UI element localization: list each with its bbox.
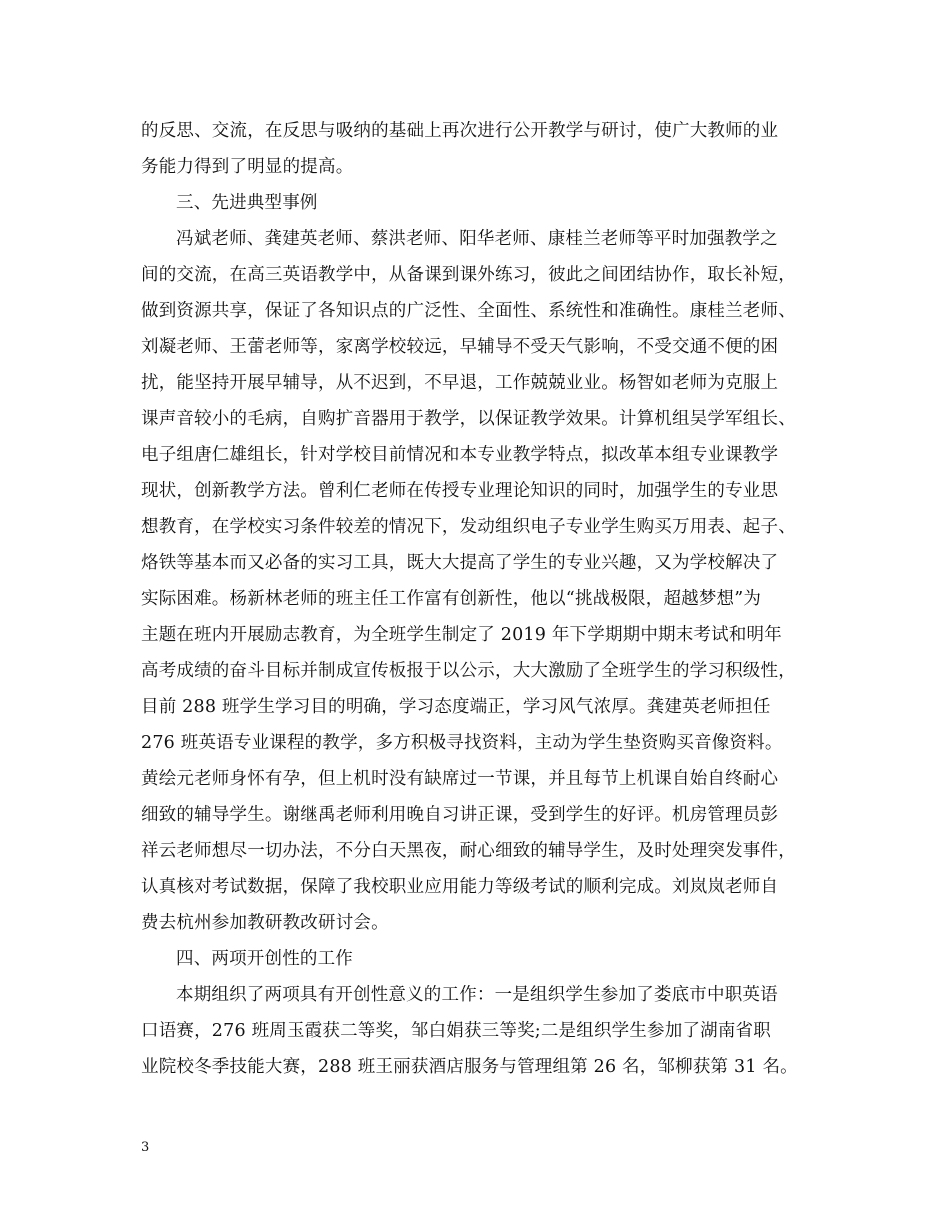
- paragraph-line: 想教育，在学校实习条件较差的情况下，发动组织电子专业学生购买万用表、起子、: [141, 517, 796, 537]
- paragraph-line: 认真核对考试数据，保障了我校职业应用能力等级考试的顺利完成。刘岚岚老师自: [141, 877, 779, 897]
- paragraph-line: 务能力得到了明显的提高。: [141, 157, 354, 177]
- paragraph-line: 的反思、交流，在反思与吸纳的基础上再次进行公开教学与研讨，使广大教师的业: [141, 121, 779, 141]
- paragraph-line: 现状，创新教学方法。曾利仁老师在传授专业理论知识的同时，加强学生的专业思: [141, 481, 779, 501]
- paragraph-line: 276 班英语专业课程的教学，多方积极寻找资料，主动为学生垫资购买音像资料。: [141, 733, 783, 753]
- paragraph-line: 目前 288 班学生学习目的明确，学习态度端正，学习风气浓厚。龚建英老师担任: [141, 697, 771, 717]
- paragraph-line: 本期组织了两项具有开创性意义的工作：一是组织学生参加了娄底市中职英语: [176, 985, 778, 1005]
- paragraph-line: 祥云老师想尽一切办法，不分白天黑夜，耐心细致的辅导学生，及时处理突发事件，: [141, 841, 796, 861]
- paragraph-line: 电子组唐仁雄组长，针对学校目前情况和本专业教学特点，拟改革本组专业课教学: [141, 445, 779, 465]
- paragraph-line: 口语赛，276 班周玉霞获二等奖，邹白娟获三等奖;二是组织学生参加了湖南省职: [141, 1021, 771, 1041]
- paragraph-line: 费去杭州参加教研教改研讨会。: [141, 913, 389, 933]
- paragraph-line: 间的交流，在高三英语教学中，从备课到课外练习，彼此之间团结协作，取长补短，: [141, 265, 796, 285]
- paragraph-line: 做到资源共享，保证了各知识点的广泛性、全面性、系统性和准确性。康桂兰老师、: [141, 301, 796, 321]
- paragraph-line: 实际困难。杨新林老师的班主任工作富有创新性，他以“挑战极限，超越梦想”为: [141, 589, 762, 609]
- paragraph-line: 细致的辅导学生。谢继禹老师利用晚自习讲正课，受到学生的好评。机房管理员彭: [141, 805, 779, 825]
- section-heading-4: 四、两项开创性的工作: [176, 949, 353, 969]
- paragraph-line: 主题在班内开展励志教育，为全班学生制定了 2019 年下学期期中期末考试和明年: [141, 625, 782, 645]
- paragraph-line: 业院校冬季技能大赛，288 班王丽获酒店服务与管理组第 26 名，邹柳获第 31 名。: [141, 1057, 798, 1077]
- paragraph-line: 冯斌老师、龚建英老师、蔡洪老师、阳华老师、康桂兰老师等平时加强教学之: [176, 229, 778, 249]
- paragraph-line: 黄绘元老师身怀有孕，但上机时没有缺席过一节课，并且每节上机课自始自终耐心: [141, 769, 779, 789]
- page-number: 3: [141, 1140, 150, 1155]
- section-heading-3: 三、先进典型事例: [176, 193, 318, 213]
- paragraph-line: 高考成绩的奋斗目标并制成宣传板报于以公示，大大激励了全班学生的学习积级性，: [141, 661, 796, 681]
- paragraph-line: 刘凝老师、王蕾老师等，家离学校较远，早辅导不受天气影响，不受交通不便的困: [141, 337, 779, 357]
- paragraph-line: 扰，能坚持开展早辅导，从不迟到，不早退，工作兢兢业业。杨智如老师为克服上: [141, 373, 779, 393]
- paragraph-line: 课声音较小的毛病，自购扩音器用于教学，以保证教学效果。计算机组吴学军组长、: [141, 409, 796, 429]
- paragraph-line: 烙铁等基本而又必备的实习工具，既大大提高了学生的专业兴趣，又为学校解决了: [141, 553, 779, 573]
